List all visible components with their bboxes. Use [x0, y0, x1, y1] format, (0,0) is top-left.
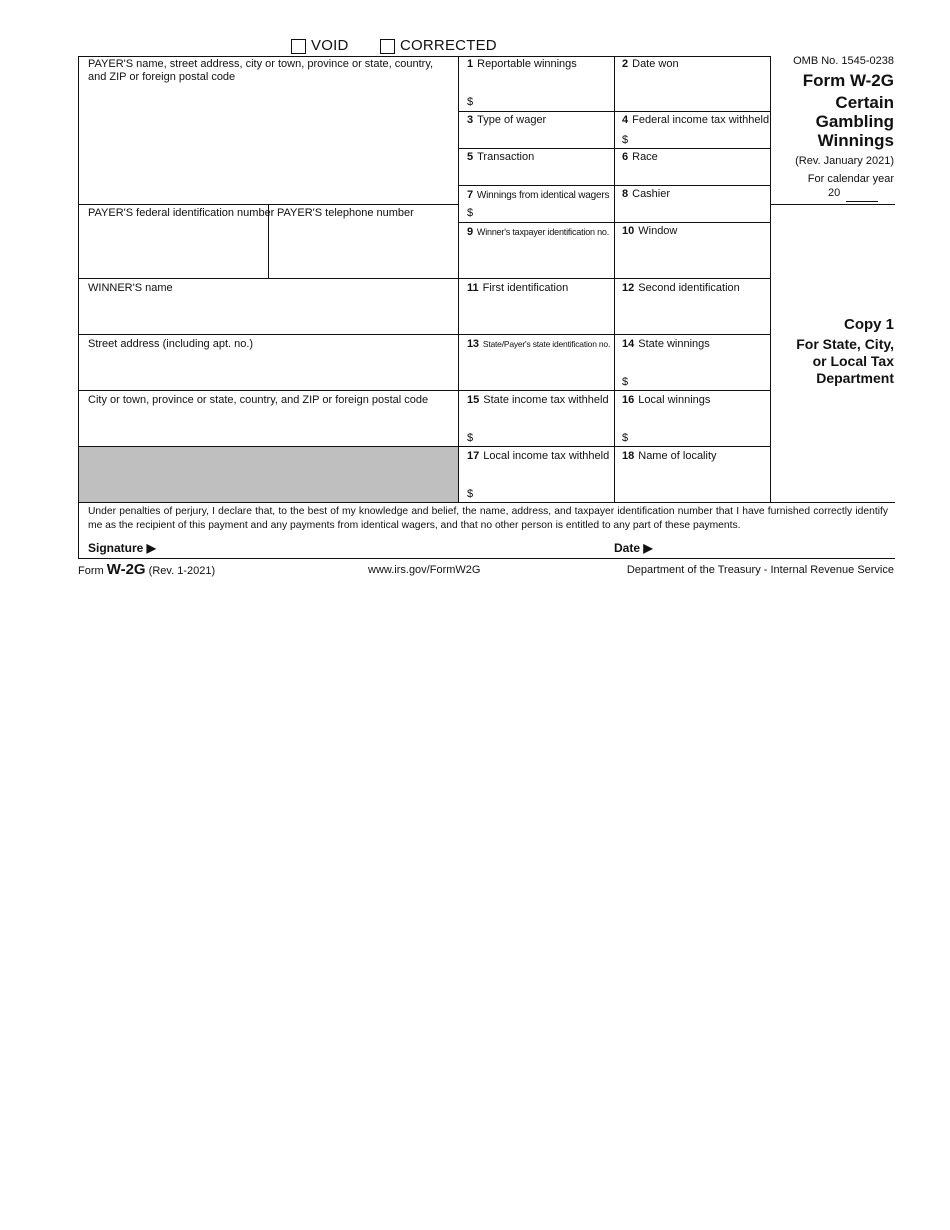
- date-label: Date ▶: [614, 541, 653, 555]
- footer-form-prefix: Form: [78, 565, 104, 577]
- form-top-border: [78, 56, 771, 57]
- col-divider-1: [458, 56, 459, 502]
- box-1-dollar: $: [467, 96, 474, 108]
- corrected-label: CORRECTED: [400, 37, 497, 54]
- row-line-b9: [458, 222, 770, 223]
- form-revision: (Rev. January 2021): [795, 155, 894, 167]
- void-checkbox[interactable]: [291, 39, 306, 54]
- payer-fein-label: PAYER'S federal identification number: [88, 207, 275, 219]
- box-8-label: 8 Cashier: [622, 188, 671, 200]
- box-14-dollar: $: [622, 376, 629, 388]
- box-10-label: 10 Window: [622, 225, 678, 237]
- col-divider-3: [770, 56, 771, 502]
- copy-desc-line2: or Local Tax: [812, 353, 894, 369]
- box-1-label: 1 Reportable winnings: [467, 58, 577, 70]
- box-13-label: 13 State/Payer's state identification no.: [467, 338, 611, 350]
- footer-department: Department of the Treasury - Internal Revenue Service: [626, 564, 894, 576]
- box-4-dollar: $: [622, 134, 629, 146]
- box-17-label: 17 Local income tax withheld: [467, 450, 610, 462]
- box-5-label: 5 Transaction: [467, 151, 535, 163]
- void-label: VOID: [311, 37, 349, 54]
- copy-label: Copy 1: [843, 316, 894, 333]
- copy-desc-line3: Department: [816, 370, 894, 386]
- box-15-label: 15 State income tax withheld: [467, 394, 609, 406]
- winner-street-label: Street address (including apt. no.): [88, 338, 254, 350]
- footer-form-id: [78, 561, 215, 578]
- box-12-label: 12 Second identification: [622, 282, 740, 294]
- footer-form-code: W-2G: [106, 561, 146, 578]
- box-4-label: 4 Federal income tax withheld: [622, 114, 770, 126]
- shaded-box: [79, 447, 458, 502]
- row-line-street: [78, 334, 770, 335]
- form-title-line2: Gambling: [815, 112, 894, 131]
- box-14-label: 14 State winnings: [622, 338, 710, 350]
- footer-form-rev: (Rev. 1-2021): [148, 565, 216, 577]
- box-16-dollar: $: [622, 432, 629, 444]
- box-7-dollar: $: [467, 207, 474, 219]
- corrected-checkbox[interactable]: [380, 39, 395, 54]
- payer-phone-label: PAYER'S telephone number: [277, 207, 414, 219]
- row-line-decl: [78, 502, 895, 503]
- box-15-dollar: $: [467, 432, 474, 444]
- footer-url[interactable]: www.irs.gov/FormW2G: [368, 564, 481, 576]
- signature-label: Signature ▶: [88, 541, 156, 555]
- row-line-b7: [458, 185, 770, 186]
- form-title-line3: Winnings: [817, 131, 894, 150]
- form-name: Form W-2G: [802, 71, 894, 90]
- calendar-year-field[interactable]: [846, 201, 878, 202]
- row-line-city: [78, 390, 770, 391]
- box-6-label: 6 Race: [622, 151, 658, 163]
- box-7-label: 7 Winnings from identical wagers: [467, 189, 610, 201]
- row-line-b3: [458, 111, 770, 112]
- row-line-b5: [458, 148, 770, 149]
- winner-city-label: City or town, province or state, country, and ZIP or foreign postal code: [88, 394, 429, 406]
- box-2-label: 2 Date won: [622, 58, 679, 70]
- perjury-declaration: Under penalties of perjury, I declare that, to the best of my knowledge and belief, the name, address, and taxpayer identification number that I have furnished correctly identify me as the recipient of this payment and any payments from identical wagers, and that no other person is entitled to any part of these payments.: [88, 506, 888, 531]
- col-divider-2: [614, 56, 615, 502]
- omb-number: OMB No. 1545-0238: [793, 55, 894, 67]
- box-11-label: 11 First identification: [467, 282, 569, 294]
- box-18-label: 18 Name of locality: [622, 450, 717, 462]
- box-16-label: 16 Local winnings: [622, 394, 711, 406]
- form-title-line1: Certain: [835, 93, 894, 112]
- box-3-label: 3 Type of wager: [467, 114, 547, 126]
- calendar-year-prefix: 20: [828, 187, 841, 199]
- row-line-winner: [78, 278, 770, 279]
- box-17-dollar: $: [467, 488, 474, 500]
- winner-name-label: WINNER'S name: [88, 282, 173, 294]
- form-left-border: [78, 56, 79, 502]
- row-line-payer: [78, 204, 458, 205]
- signature-line: [78, 558, 895, 559]
- copy-desc-line1: For State, City,: [796, 336, 894, 352]
- payer-name-label: PAYER'S name, street address, city or town, province or state, country, and ZIP or foreign postal code: [88, 58, 434, 83]
- box-9-label: 9 Winner's taxpayer identification no.: [467, 226, 610, 238]
- form-left-border-lower: [78, 502, 79, 558]
- right-panel-line: [770, 204, 895, 205]
- calendar-year-label: For calendar year: [807, 173, 894, 185]
